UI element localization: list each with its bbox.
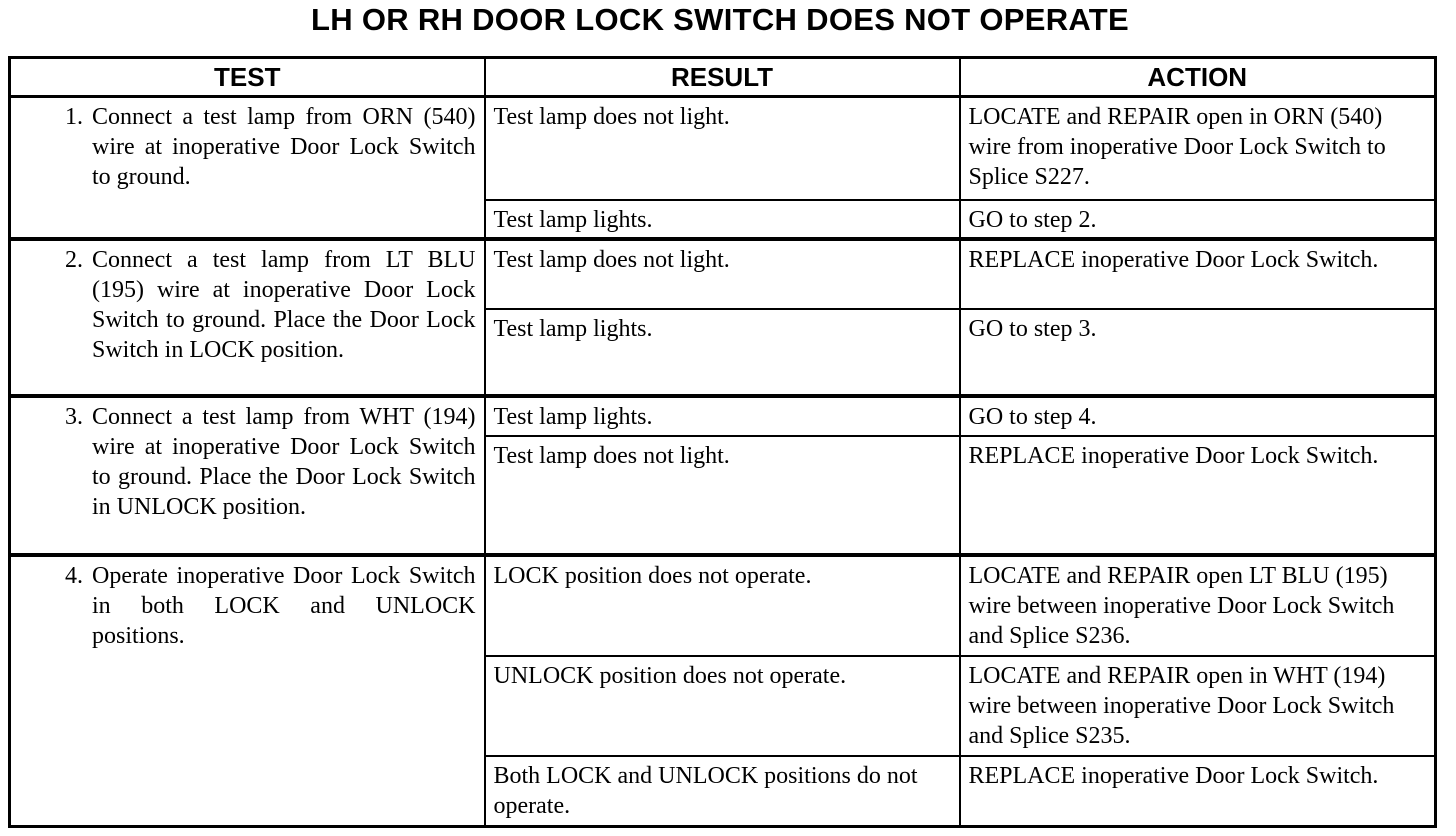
column-header-test: TEST	[10, 58, 485, 97]
result-cell: LOCK position does not operate.	[485, 555, 960, 655]
header-row	[10, 58, 1436, 97]
column-header-action: ACTION	[960, 58, 1436, 97]
result-cell: Test lamp lights.	[485, 309, 960, 395]
test-cell-step-1	[10, 97, 485, 240]
step-number: 3.	[65, 403, 83, 430]
test-cell-step-3	[10, 396, 485, 556]
table-row	[10, 396, 1436, 436]
result-cell: Both LOCK and UNLOCK positions do not operate.	[485, 756, 960, 826]
test-text: Connect a test lamp from LT BLU (195) wire at inoperative Door Lock Switch to ground. Place the Door Lock Switch in LOCK position.	[92, 247, 476, 364]
diagnostic-table	[8, 56, 1437, 828]
table-row	[10, 555, 1436, 655]
result-cell: Test lamp lights.	[485, 396, 960, 436]
action-cell: REPLACE inoperative Door Lock Switch.	[960, 436, 1436, 555]
test-text: Operate inoperative Door Lock Switch in both LOCK and UNLOCK positions.	[92, 563, 476, 650]
result-cell: Test lamp lights.	[485, 200, 960, 239]
step-number: 2.	[65, 247, 83, 274]
action-cell: REPLACE inoperative Door Lock Switch.	[960, 239, 1436, 309]
result-cell: UNLOCK position does not operate.	[485, 656, 960, 756]
action-cell: GO to step 2.	[960, 200, 1436, 239]
test-text: Connect a test lamp from ORN (540) wire at inoperative Door Lock Switch to ground.	[92, 104, 476, 190]
action-cell: GO to step 3.	[960, 309, 1436, 395]
test-cell-step-4	[10, 555, 485, 826]
step-number: 4.	[65, 563, 83, 590]
action-cell: LOCATE and REPAIR open in ORN (540) wire from inoperative Door Lock Switch to Splice S227.	[960, 97, 1436, 200]
page-title: LH OR RH DOOR LOCK SWITCH DOES NOT OPERATE	[310, 2, 1130, 37]
action-cell: GO to step 4.	[960, 396, 1436, 436]
test-cell-step-2	[10, 239, 485, 396]
action-cell: LOCATE and REPAIR open in WHT (194) wire between inoperative Door Lock Switch and Splice S235.	[960, 656, 1436, 756]
table-row	[10, 239, 1436, 309]
test-text: Connect a test lamp from WHT (194) wire at inoperative Door Lock Switch to ground. Place the Door Lock Switch in UNLOCK position.	[92, 403, 476, 520]
action-cell: LOCATE and REPAIR open LT BLU (195) wire between inoperative Door Lock Switch and Splice S236.	[960, 555, 1436, 655]
result-cell: Test lamp does not light.	[485, 97, 960, 200]
column-header-result: RESULT	[485, 58, 960, 97]
result-cell: Test lamp does not light.	[485, 239, 960, 309]
action-cell: REPLACE inoperative Door Lock Switch.	[968, 763, 1379, 790]
result-cell: Test lamp does not light.	[485, 436, 960, 555]
table-row	[10, 97, 1436, 200]
step-number: 1.	[65, 104, 83, 130]
